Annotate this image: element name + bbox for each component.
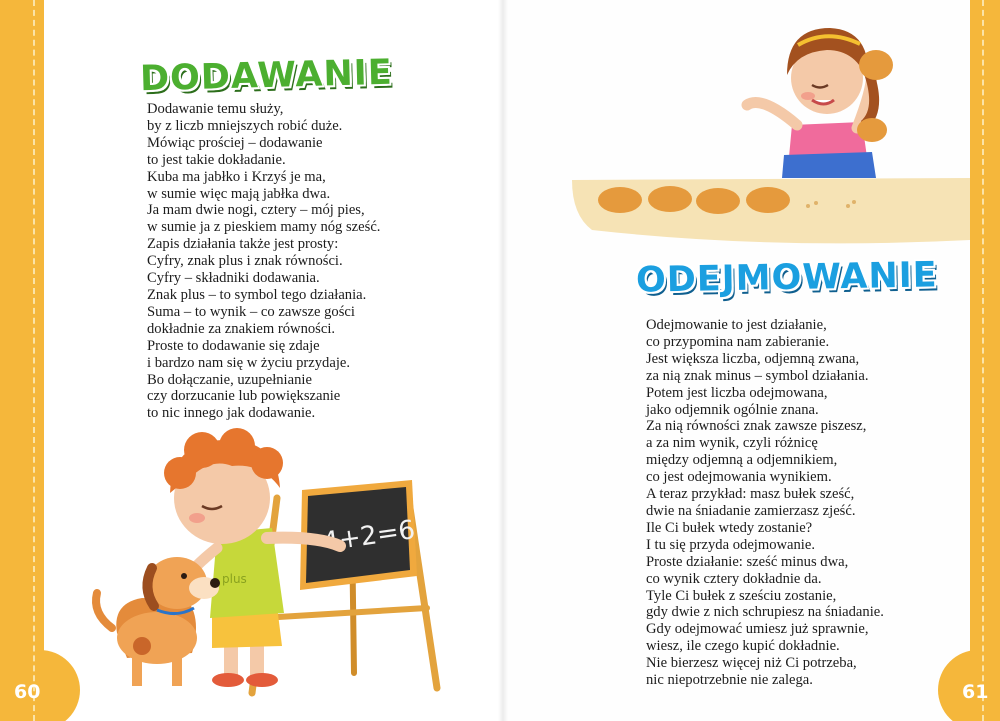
poem-line: co wynik cztery dokładnie da. (646, 570, 822, 587)
left-page-number: 60 (14, 681, 41, 703)
poem-line: Zapis działania także jest prosty: (147, 236, 339, 253)
poem-line: Dodawanie temu służy, (147, 101, 284, 117)
poem-line: Gdy odejmować umiesz już sprawnie, (646, 621, 869, 638)
left-yellow-band (0, 0, 44, 721)
poem-line: Bo dołączanie, uzupełnianie (147, 371, 312, 388)
poem-line: Kuba ma jabłko i Krzyś je ma, (147, 168, 326, 185)
right-page (502, 0, 970, 721)
poem-line: dwie na śniadanie zamierzasz zjeść. (646, 502, 856, 519)
chalkboard-equation: 4+2=6 (320, 515, 418, 558)
right-yellow-band (970, 0, 1000, 721)
poem-line: dokładnie za znakiem równości. (147, 320, 336, 337)
poem-line: Proste to dodawanie się zdaje (147, 337, 320, 354)
poem-line: między odjemną a odjemnikiem, (646, 452, 838, 469)
poem-line: Znak plus – to symbol tego działania. (147, 286, 367, 303)
poem-line: Odejmowanie to jest działanie, (646, 317, 827, 333)
poem-line: jako odjemnik ogólnie znana. (646, 401, 819, 418)
poem-line: i bardzo nam się w życiu przydaje. (147, 354, 351, 371)
right-page-title: ODEJMOWANIE (635, 255, 938, 301)
girl-with-buns-illustration (572, 10, 970, 250)
poem-line: w sumie więc mają jabłka dwa. (147, 185, 331, 202)
poem-line: Nie bierzesz więcej niż Ci potrzeba, (646, 655, 857, 672)
poem-line: gdy dwie z nich schrupiesz na śniadanie. (646, 604, 884, 621)
poem-line: Suma – to wynik – co zawsze gości (147, 303, 355, 320)
poem-line: to nic innego jak dodawanie. (147, 405, 316, 422)
poem-line: Ja mam dwie nogi, cztery – mój pies, (147, 202, 365, 219)
poem-line: Cyfry – składniki dodawania. (147, 270, 320, 287)
poem-line: to jest takie dokładanie. (147, 151, 286, 168)
poem-line: co jest odejmowania wynikiem. (646, 469, 832, 486)
poem-line: w sumie ja z pieskiem mamy nóg sześć. (147, 219, 381, 236)
poem-line: Potem jest liczba odejmowana, (646, 384, 828, 401)
poem-line: Proste działanie: sześć minus dwa, (646, 553, 849, 570)
subtraction-poem (646, 317, 884, 689)
shirt-print: plus (222, 572, 247, 586)
poem-line: by z liczb mniejszych robić duże. (147, 117, 343, 134)
poem-line: Cyfry, znak plus i znak równości. (147, 253, 343, 270)
poem-line: czy dorzucanie lub powiększanie (147, 388, 341, 405)
addition-poem (147, 101, 380, 422)
book-gutter (498, 0, 508, 721)
poem-line: Ile Ci bułek wtedy zostanie? (646, 519, 813, 536)
dog-figure (96, 557, 220, 686)
girl-figure (747, 28, 876, 178)
poem-line: Mówiąc prościej – dodawanie (147, 134, 323, 151)
left-page (44, 0, 502, 721)
poem-line: nic niepotrzebnie nie zalega. (646, 672, 813, 689)
poem-line: Za nią równości znak zawsze piszesz, (646, 418, 867, 435)
poem-line: a za nim wynik, czyli różnicę (646, 435, 818, 452)
poem-line: co przypomina nam zabieranie. (646, 333, 830, 350)
left-stitch-line (33, 0, 35, 721)
boy-dog-chalkboard-illustration (72, 418, 452, 718)
poem-line: I tu się przyda odejmowanie. (646, 536, 815, 553)
poem-line: A teraz przykład: masz bułek sześć, (646, 486, 855, 503)
poem-line: za nią znak minus – symbol działania. (646, 367, 869, 384)
left-page-title: DODAWANIE (139, 52, 394, 100)
poem-line: Jest większa liczba, odjemną zwana, (646, 350, 860, 367)
right-stitch-line (982, 0, 984, 721)
right-page-number: 61 (962, 681, 989, 703)
poem-line: wiesz, ile czego kupić dokładnie. (646, 638, 840, 655)
poem-line: Tyle Ci bułek z sześciu zostanie, (646, 587, 837, 604)
